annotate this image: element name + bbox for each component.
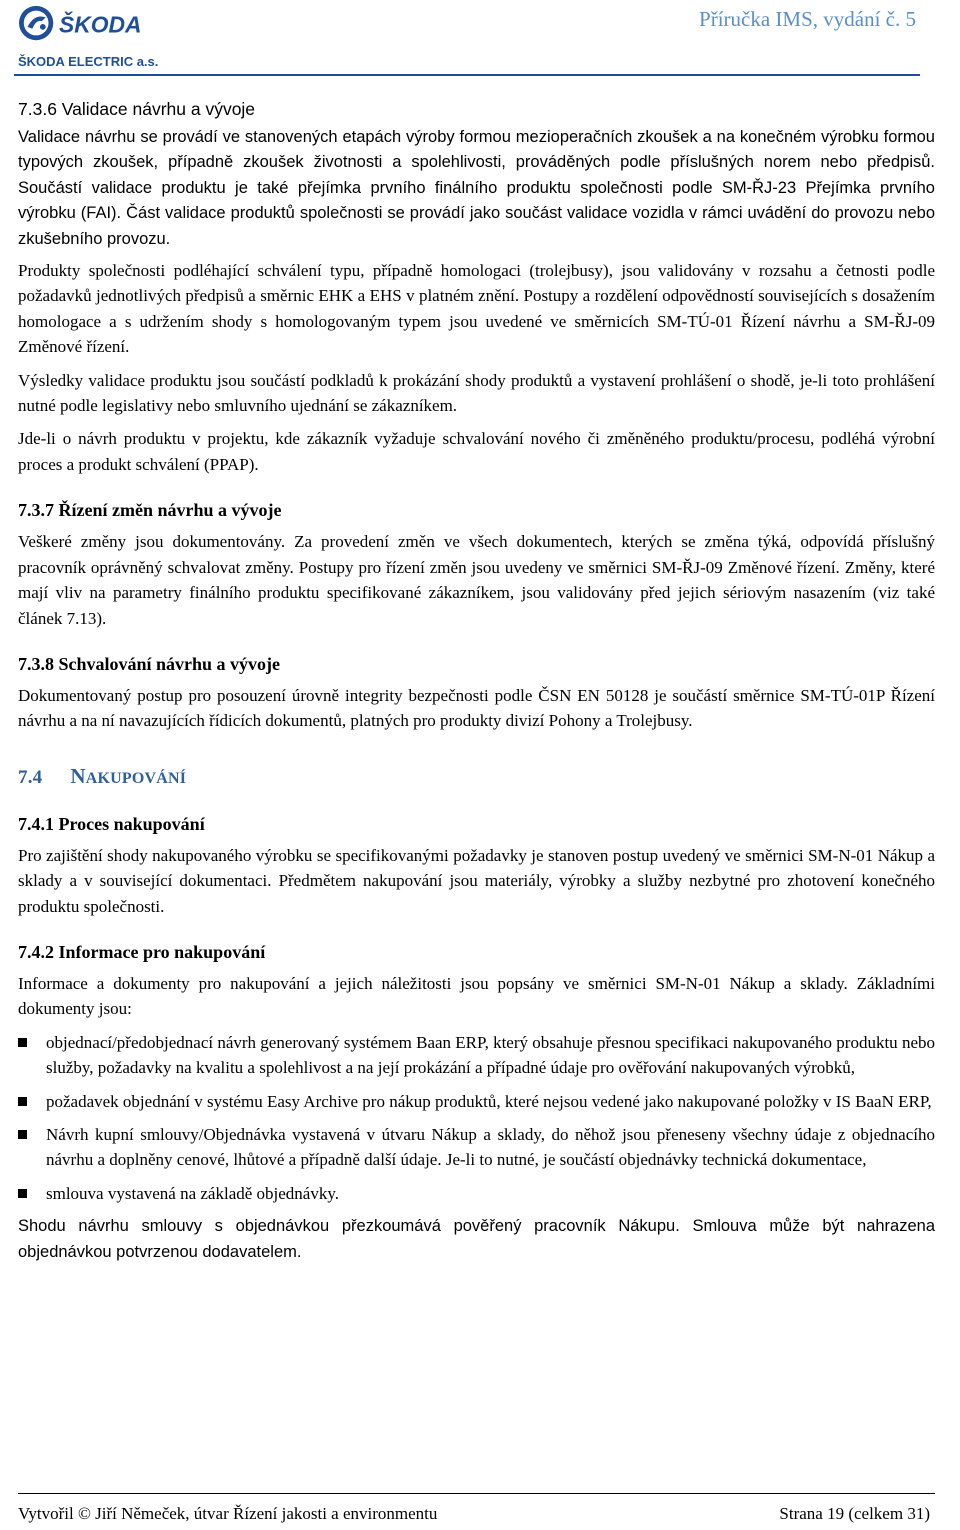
heading-7-3-6: 7.3.6 Validace návrhu a vývoje	[18, 99, 256, 119]
heading-7-3-8: 7.3.8 Schvalování návrhu a vývoje	[18, 653, 281, 674]
heading-7-4	[18, 764, 935, 789]
paragraph-7-4-2-intro: Informace a dokumenty pro nakupování a jejich náležitosti jsou popsány ve směrnici SM-N-01 Nákup a sklady. Základními dokumenty jsou:	[18, 973, 935, 1019]
section-title-rest: AKUPOVÁNÍ	[85, 769, 187, 787]
paragraph-7-3-8: Dokumentovaný postup pro posouzení úrovně integrity bezpečnosti podle ČSN EN 50128 je součástí směrnice SM-TÚ-01P Řízení návrhu a na ní navazujících řídicích dokumentů, platných pro produkty divizí Pohony a Trolejbusy.	[18, 685, 935, 731]
paragraph-7-4-1: Pro zajištění shody nakupovaného výrobku se specifikovanými požadavky je stanoven postup uvedený ve směrnici SM-N-01 Nákup a sklady a v související dokumentaci. Předmětem nakupování jsou materiály, výrobky a služby nezbytné pro zhotovení konečného produktu společnosti.	[18, 845, 935, 916]
page-content	[18, 96, 935, 1265]
paragraph-7-3-6-3: Výsledky validace produktu jsou součástí podkladů k prokázání shody produktů a vystavení prohlášení o shodě, je-li toto prohlášení nutné podle legislativy nebo smluvního ujednání se zákazníkem.	[18, 370, 935, 416]
list-item: Návrh kupní smlouvy/Objednávka vystavená v útvaru Nákup a sklady, do něhož jsou přeneseny všechny údaje z objednacího návrhu a doplněny cenové, lhůtové a případně další údaje. Je-li to nutné, je součástí objednávky technická dokumentace,	[18, 1122, 935, 1173]
paragraph-7-3-6-4: Jde-li o návrh produktu v projektu, kde zákazník vyžaduje schvalování nového či změněného produktu/procesu, podléhá výrobní proces a produkt schválení (PPAP).	[18, 429, 935, 474]
heading-7-4-2: 7.4.2 Informace pro nakupování	[18, 941, 266, 962]
page-header	[14, 0, 920, 80]
heading-7-3-7: 7.3.7 Řízení změn návrhu a vývoje	[18, 500, 282, 521]
footer-page-number: Strana 19 (celkem 31)	[779, 1504, 930, 1523]
skoda-logo	[14, 4, 144, 44]
list-item: smlouva vystavená na základě objednávky.	[18, 1181, 935, 1206]
bullet-list	[18, 1030, 935, 1206]
paragraph-7-3-6-2: Produkty společnosti podléhající schválení typu, případně homologaci (trolejbusy), jsou validovány v rozsahu a četnosti podle požadavků jednotlivých předpisů a směrnic EHK a EHS v platném znění. Postupy a rozdělení odpovědností souvisejících s dosažením homologace a s udržením shody s homologovaným typem jsou uvedené ve směrnicích SM-TÚ-01 Řízení návrhu a SM-ŘJ-09 Změnové řízení.	[18, 261, 935, 357]
paragraph-7-3-7: Veškeré změny jsou dokumentovány. Za provedení změn ve všech dokumentech, kterých se změna týká, odpovídá příslušný pracovník oprávněný schvalovat změny. Postupy pro řízení změn jsou uvedeny ve směrnici SM-ŘJ-09 Změnové řízení. Změny, které mají vliv na parametry finálního produktu specifikované zákazníkem, jsou validovány před jejich sériovým nasazením (viz také článek 7.13).	[18, 532, 935, 628]
section-title-initial: N	[70, 763, 86, 788]
footer-divider	[18, 1493, 935, 1494]
logo-wordmark: ŠKODA	[59, 11, 142, 38]
paragraph-7-4-2-closing: Shodu návrhu smlouvy s objednávkou přezkoumává pověřený pracovník Nákupu. Smlouva může být nahrazena objednávkou potvrzenou dodavatelem.	[18, 1217, 935, 1261]
list-item: požadavek objednání v systému Easy Archive pro nákup produktů, které nejsou vedené jako nakupované položky v IS BaaN ERP,	[18, 1089, 935, 1114]
paragraph-7-3-6-1: Validace návrhu se provádí ve stanovených etapách výroby formou mezioperačních zkoušek a na konečném výrobku formou typových zkoušek, případně zkoušek životnosti a spolehlivosti, prováděných podle příslušných norem nebo předpisů. Součástí validace produktu je také přejímka prvního finálního produktu společnosti podle SM-ŘJ-23 Přejímka prvního výrobku (FAI). Část validace produktů společnosti se provádí jako součást validace vozidla v rámci uvádění do provozu nebo zkušebního provozu.	[18, 128, 935, 248]
footer-author: Vytvořil © Jiří Němeček, útvar Řízení jakosti a environmentu	[18, 1504, 438, 1523]
document-title: Příručka IMS, vydání č. 5	[699, 7, 916, 31]
heading-7-4-1: 7.4.1 Proces nakupování	[18, 813, 205, 834]
header-divider	[14, 74, 920, 76]
company-name: ŠKODA ELECTRIC a.s.	[18, 54, 159, 69]
section-number: 7.4	[18, 766, 43, 788]
list-item: objednací/předobjednací návrh generovaný systémem Baan ERP, který obsahuje přesnou specifikaci nakupovaného produktu nebo služby, požadavky na kvalitu a spolehlivost a na její prokázání a případné údaje pro ověřování nakupovaných výrobků,	[18, 1030, 935, 1081]
